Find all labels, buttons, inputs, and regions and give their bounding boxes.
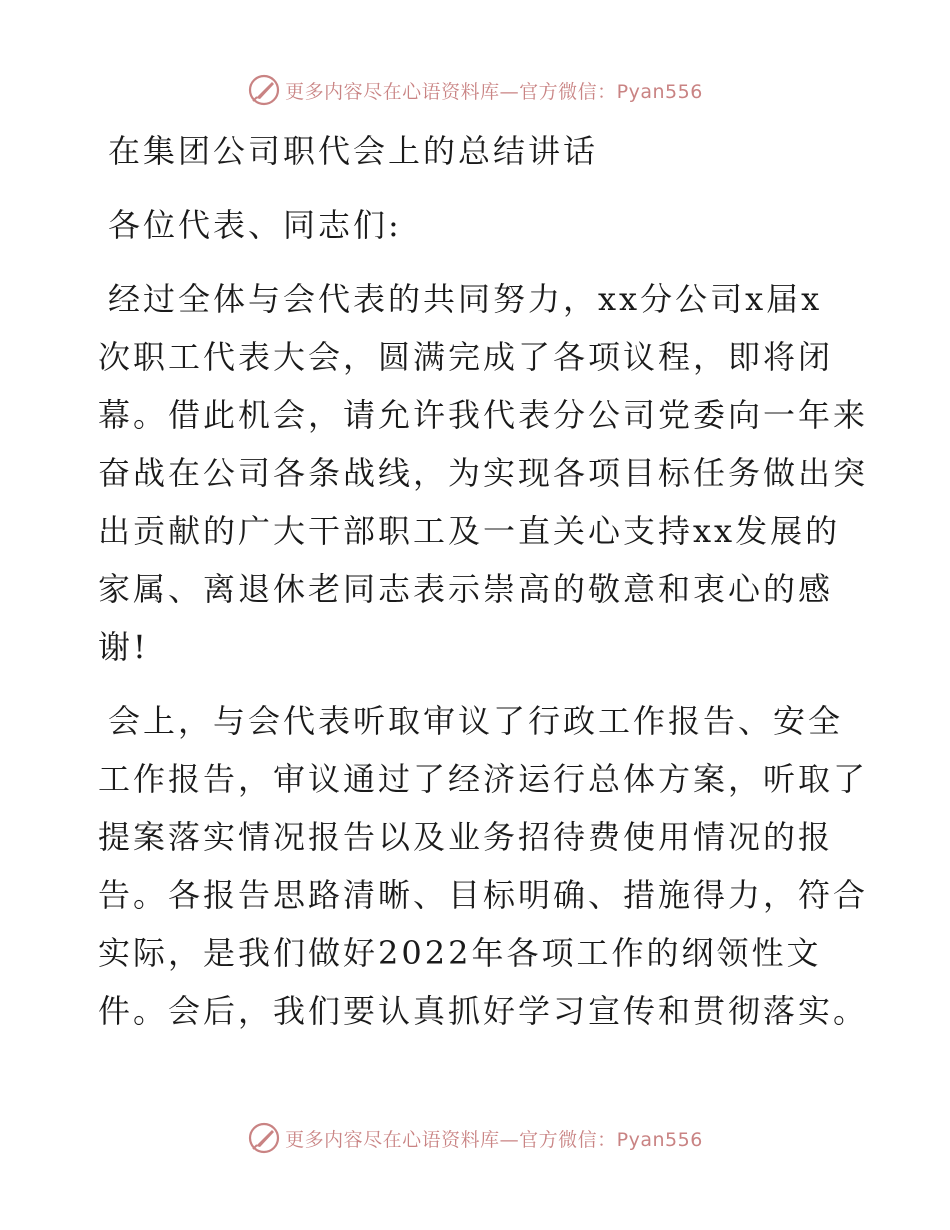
paragraph-line: 提案落实情况报告以及业务招待费使用情况的报 xyxy=(98,818,834,856)
document-title: 在集团公司职代会上的总结讲话 xyxy=(108,132,599,170)
paragraph-line: 告。各报告思路清晰、目标明确、措施得力，符合 xyxy=(98,876,869,914)
document-body xyxy=(98,122,869,1040)
header-watermark xyxy=(0,70,950,110)
paragraph-line: 经过全体与会代表的共同努力，xx分公司x届x xyxy=(108,280,823,318)
paragraph-line: 出贡献的广大干部职工及一直关心支持xx发展的 xyxy=(98,512,841,550)
salutation: 各位代表、同志们: xyxy=(108,206,402,244)
paragraph-line: 实际，是我们做好2022年各项工作的纲领性文 xyxy=(98,934,822,972)
quill-logo-icon xyxy=(247,73,281,107)
paragraph-line: 奋战在公司各条战线，为实现各项目标任务做出突 xyxy=(98,454,869,492)
watermark-text: 更多内容尽在心语资料库—官方微信：Pyan556 xyxy=(285,1128,703,1151)
paragraph-line: 谢! xyxy=(98,628,149,666)
paragraph-line: 幕。借此机会，请允许我代表分公司党委向一年来 xyxy=(98,396,869,434)
paragraph-line: 家属、离退休老同志表示崇高的敬意和衷心的感 xyxy=(98,570,834,608)
paragraph-line: 工作报告，审议通过了经济运行总体方案，听取了 xyxy=(98,760,869,798)
watermark-text: 更多内容尽在心语资料库—官方微信：Pyan556 xyxy=(285,80,703,103)
paragraph-line: 次职工代表大会，圆满完成了各项议程，即将闭 xyxy=(98,338,834,376)
paragraph-1 xyxy=(98,270,869,676)
paragraph-line: 会上，与会代表听取审议了行政工作报告、安全 xyxy=(108,702,844,740)
paragraph-line: 件。会后，我们要认真抓好学习宣传和贯彻落实。 xyxy=(98,992,869,1030)
footer-watermark xyxy=(0,1118,950,1158)
paragraph-2 xyxy=(98,692,869,1040)
quill-logo-icon xyxy=(247,1121,281,1155)
